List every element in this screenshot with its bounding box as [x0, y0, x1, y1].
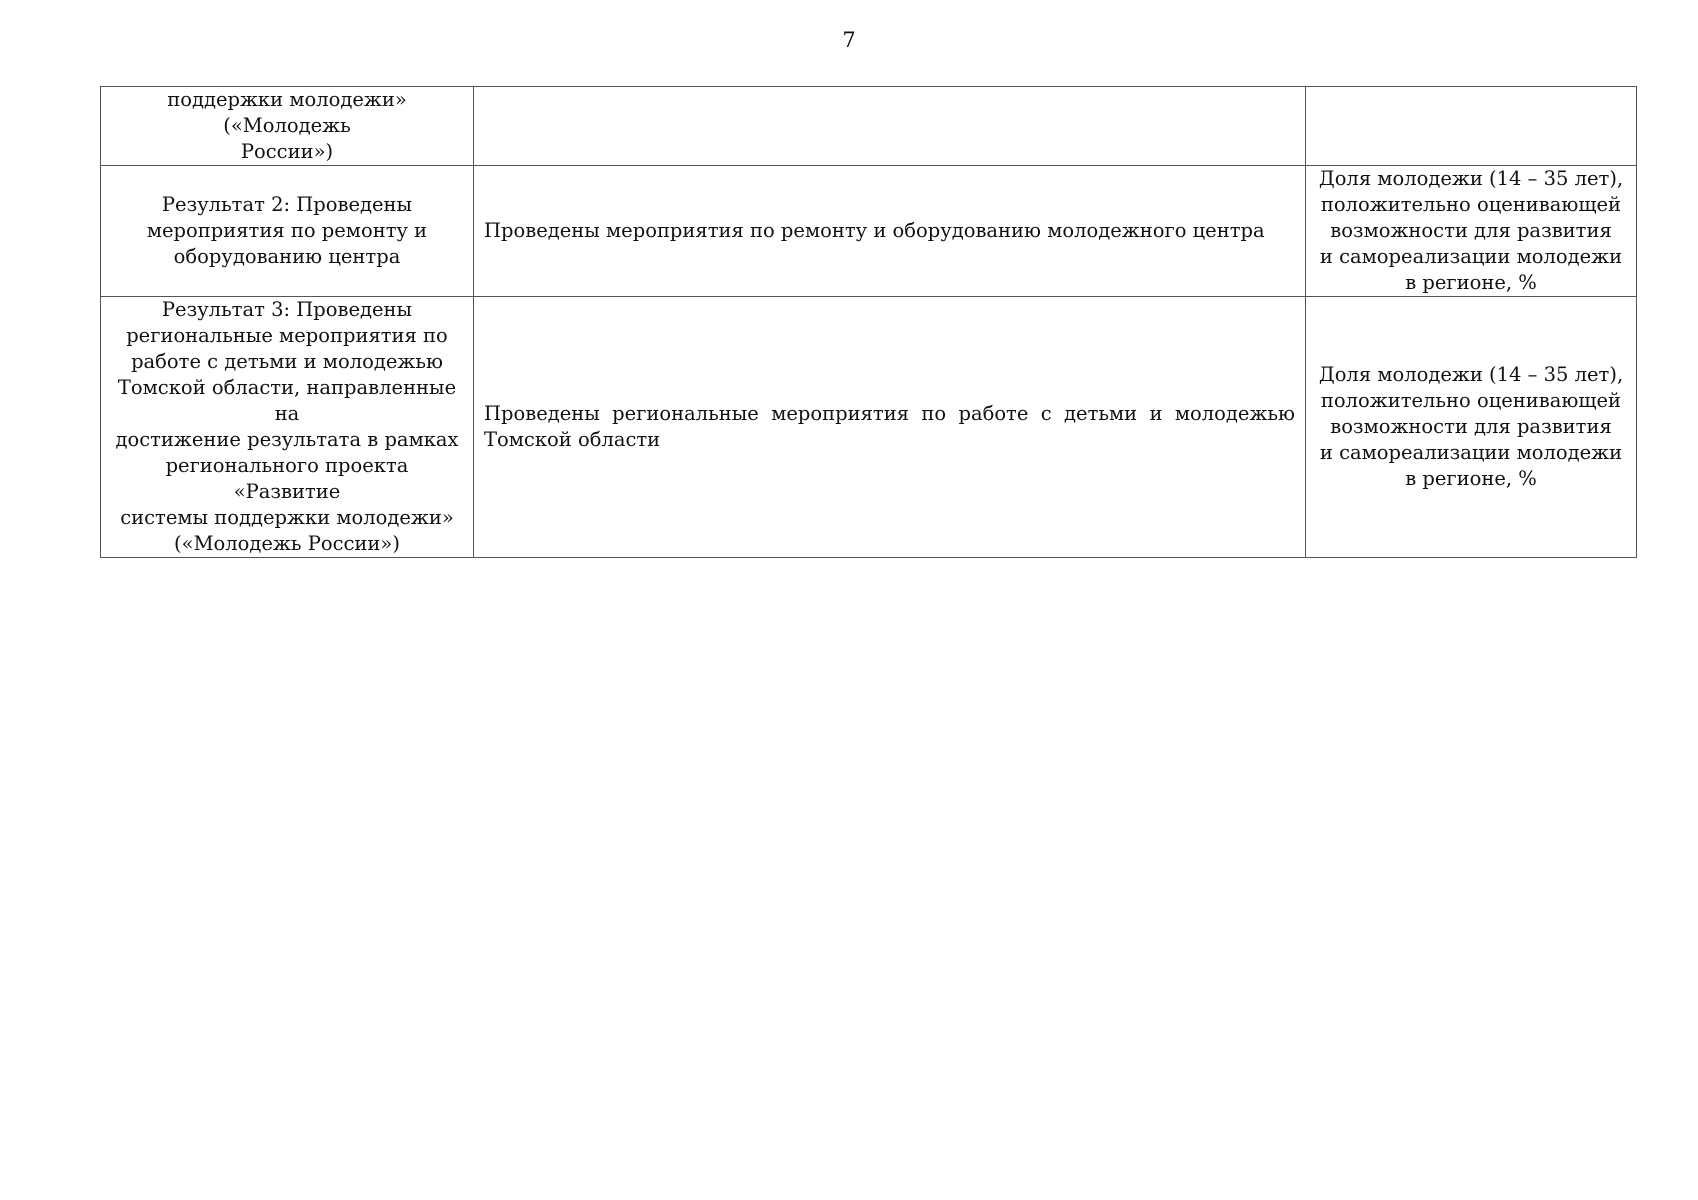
indicator-cell	[1306, 87, 1637, 166]
result-cell: Результат 3: Проведены региональные мероприятия по работе с детьми и молодежью Томской области, направленные на достижение результата в рамках регионального проекта «Развитие системы поддержки молодежи» («Молодежь России»)	[101, 297, 474, 558]
indicator-cell: Доля молодежи (14 – 35 лет), положительно оценивающей возможности для развития и самореализации молодежи в регионе, %	[1306, 166, 1637, 297]
description-cell: Проведены региональные мероприятия по работе с детьми и молодежью Томской области	[474, 297, 1306, 558]
description-cell: Проведены мероприятия по ремонту и оборудованию молодежного центра	[474, 166, 1306, 297]
indicator-cell: Доля молодежи (14 – 35 лет), положительно оценивающей возможности для развития и самореализации молодежи в регионе, %	[1306, 297, 1637, 558]
table-row	[101, 87, 1637, 166]
page-number: 7	[842, 28, 856, 52]
results-table	[100, 86, 1637, 558]
result-cell: Результат 2: Проведены мероприятия по ремонту и оборудованию центра	[101, 166, 474, 297]
description-cell	[474, 87, 1306, 166]
table-row	[101, 166, 1637, 297]
table-row	[101, 297, 1637, 558]
result-cell: поддержки молодежи» («Молодежь России»)	[101, 87, 474, 166]
